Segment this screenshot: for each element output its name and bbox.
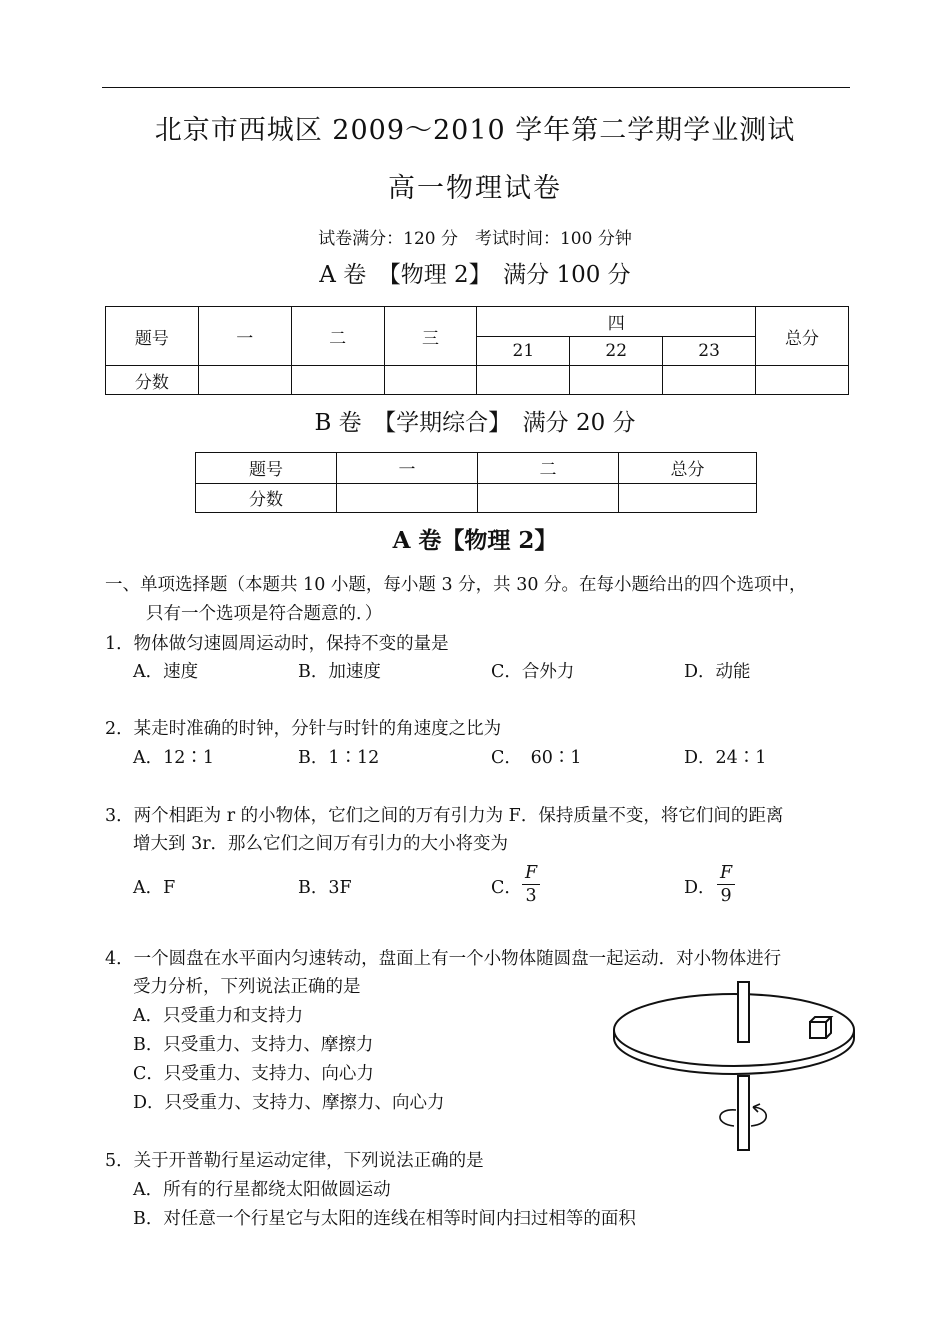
- top-rule: [102, 87, 850, 88]
- table-a-sub-22: 22: [570, 337, 663, 366]
- rotating-disk-figure: [608, 980, 860, 1152]
- score-cell: [337, 483, 478, 513]
- q4-option-b: B．只受重力、支持力、摩擦力: [133, 1035, 374, 1055]
- score-cell: [570, 366, 663, 395]
- table-a-q-label: 题号: [106, 307, 199, 366]
- q2-option-c: C． 60∶1: [491, 748, 582, 768]
- table-a-sub-21: 21: [477, 337, 570, 366]
- score-table-a: [105, 306, 849, 395]
- table-a-total: 总分: [756, 307, 849, 366]
- exam-meta: 试卷满分：120 分 考试时间：100 分钟: [318, 229, 632, 249]
- table-a-group-4: 四: [477, 307, 756, 337]
- q3-option-d: D．: [684, 878, 716, 898]
- score-cell: [478, 483, 619, 513]
- q4-option-c: C．只受重力、支持力、向心力: [133, 1064, 374, 1084]
- table-b-s-label: 分数: [196, 483, 337, 513]
- question-4-stem: 4．一个圆盘在水平面内匀速转动，盘面上有一个小物体随圆盘一起运动．对小物体进行: [105, 949, 782, 969]
- exam-title: 北京市西城区 2009～2010 学年第二学期学业测试: [154, 115, 796, 146]
- q5-option-a: A．所有的行星都绕太阳做圆运动: [133, 1180, 391, 1200]
- q4-option-a: A．只受重力和支持力: [133, 1006, 304, 1026]
- score-cell: [756, 366, 849, 395]
- table-b-col-2: 二: [478, 453, 619, 484]
- q3-option-c-fraction: [522, 862, 540, 907]
- q2-option-b: B．1∶12: [298, 748, 380, 768]
- table-b-q-label: 题号: [196, 453, 337, 484]
- q3-option-a: A．F: [133, 878, 176, 898]
- q4-option-d: D．只受重力、支持力、摩擦力、向心力: [133, 1093, 445, 1113]
- score-cell: [291, 366, 384, 395]
- question-2-stem: 2．某走时准确的时钟，分针与时针的角速度之比为: [105, 719, 502, 739]
- table-a-col-3: 三: [384, 307, 477, 366]
- table-b-total: 总分: [619, 453, 757, 484]
- table-a-col-2: 二: [291, 307, 384, 366]
- question-3-stem: 3．两个相距为 r 的小物体，它们之间的万有引力为 F．保持质量不变，将它们间的距离: [105, 806, 784, 826]
- fraction-denominator: 3: [525, 886, 537, 906]
- question-1-stem: 1．物体做匀速圆周运动时，保持不变的量是: [105, 634, 449, 654]
- exam-subtitle: 高一物理试卷: [388, 173, 562, 204]
- q3-option-c: C．: [491, 878, 522, 898]
- q1-option-b: B．加速度: [298, 662, 381, 682]
- fraction-numerator: F: [522, 862, 540, 885]
- part1-instruction-cont: 只有一个选项是符合题意的．）: [146, 604, 383, 624]
- question-4-stem-cont: 受力分析，下列说法正确的是: [133, 977, 361, 997]
- fraction-denominator: 9: [720, 886, 732, 906]
- q5-option-b: B．对任意一个行星它与太阳的连线在相等时间内扫过相等的面积: [133, 1209, 636, 1229]
- table-a-col-1: 一: [198, 307, 291, 366]
- part-a-title: A 卷【物理 2】: [392, 527, 558, 554]
- score-cell: [619, 483, 757, 513]
- q1-option-c: C．合外力: [491, 662, 575, 682]
- score-cell: [663, 366, 756, 395]
- fraction-numerator: F: [717, 862, 735, 885]
- section-a-header: A 卷 【物理 2】 满分 100 分: [319, 262, 631, 288]
- q2-option-d: D．24∶1: [684, 748, 767, 768]
- q2-option-a: A．12∶1: [133, 748, 215, 768]
- question-5-stem: 5．关于开普勒行星运动定律，下列说法正确的是: [105, 1151, 484, 1171]
- q1-option-a: A．速度: [133, 662, 199, 682]
- q3-option-b: B．3F: [298, 878, 352, 898]
- section-b-header: B 卷 【学期综合】 满分 20 分: [314, 410, 636, 436]
- q3-option-d-fraction: [717, 862, 735, 907]
- q1-option-d: D．动能: [684, 662, 751, 682]
- question-3-stem-cont: 增大到 3r．那么它们之间万有引力的大小将变为: [133, 834, 509, 854]
- score-cell: [477, 366, 570, 395]
- part1-instruction: 一、单项选择题（本题共 10 小题，每小题 3 分，共 30 分。在每小题给出的四个选项中，: [105, 575, 807, 595]
- score-table-b: [195, 452, 757, 513]
- table-a-sub-23: 23: [663, 337, 756, 366]
- table-a-s-label: 分数: [106, 366, 199, 395]
- table-b-col-1: 一: [337, 453, 478, 484]
- score-cell: [198, 366, 291, 395]
- score-cell: [384, 366, 477, 395]
